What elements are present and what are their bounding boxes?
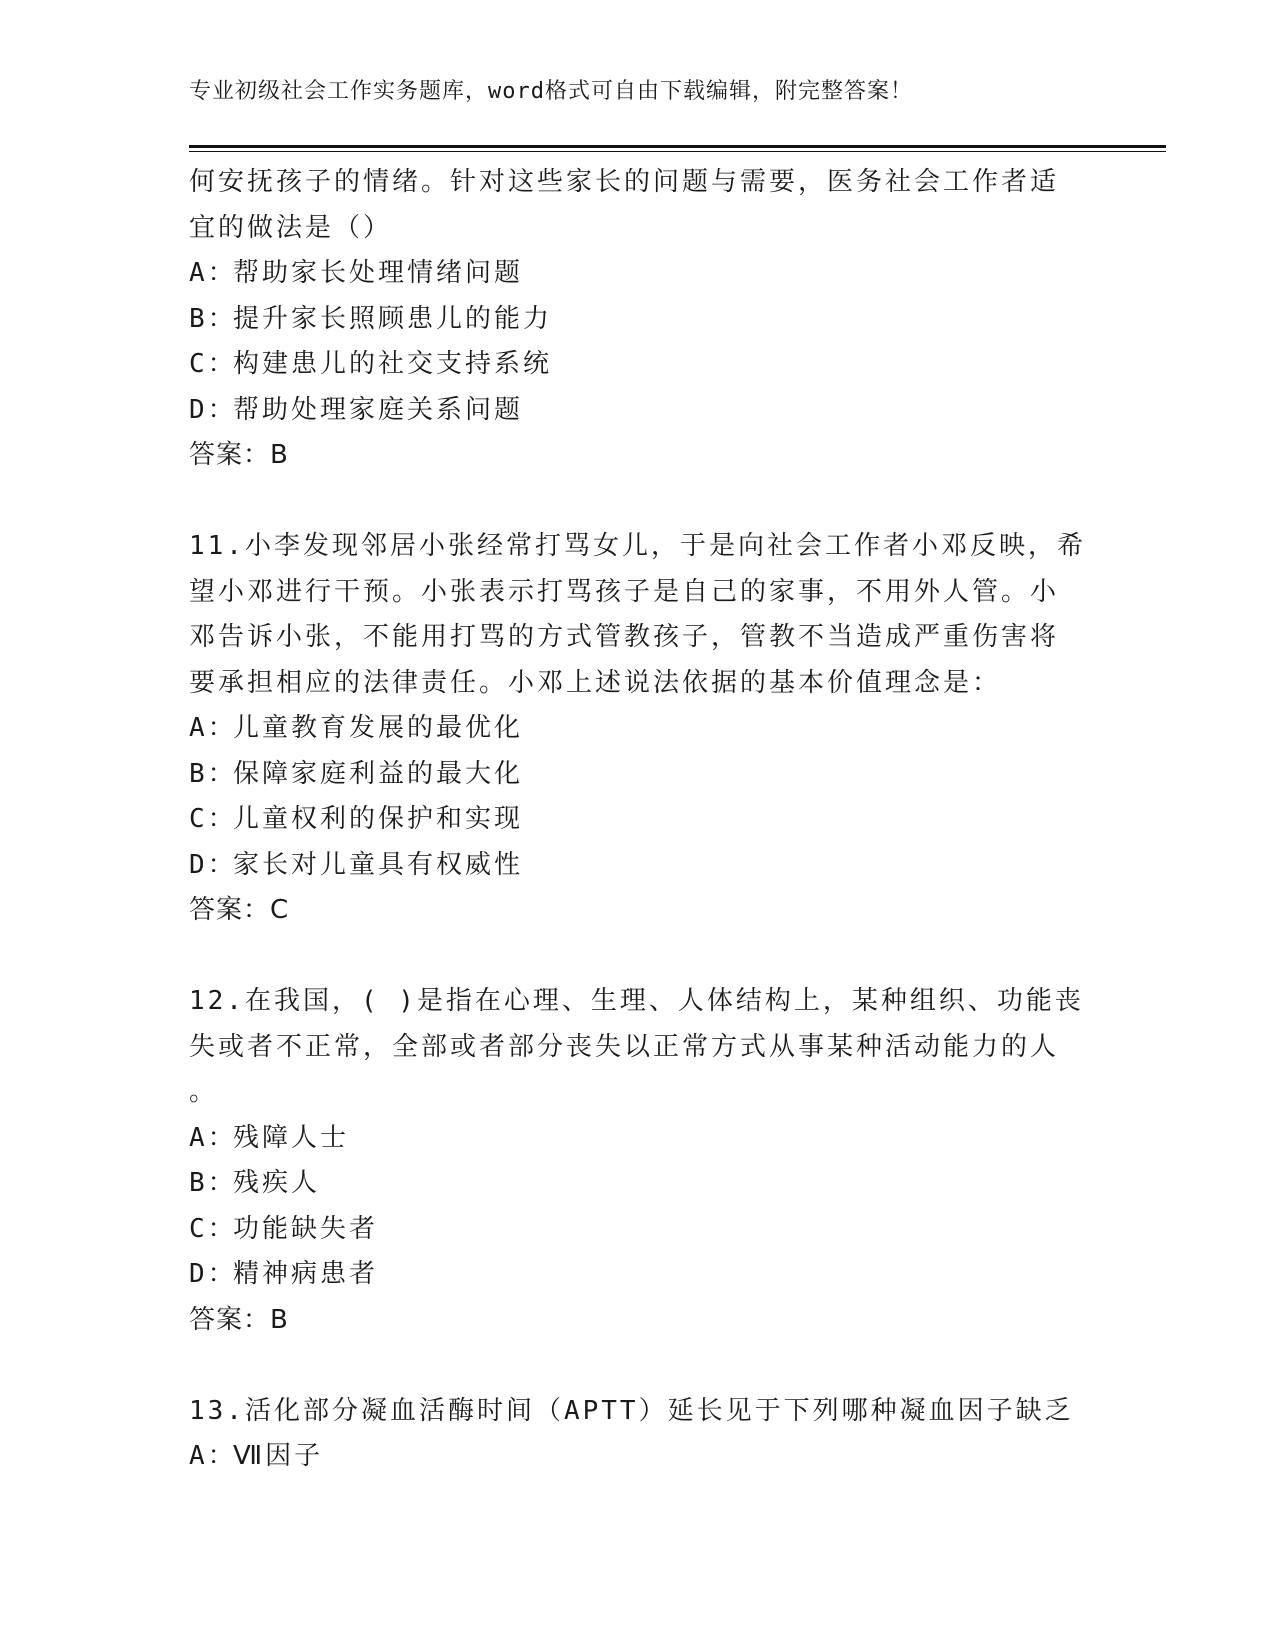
option-text: 儿童权利的保护和实现	[233, 804, 524, 834]
option-a	[189, 1434, 1089, 1480]
question-stem-line: 12.在我国，( )是指在心理、生理、人体结构上，某种组织、功能丧	[189, 986, 1084, 1016]
question-stem-line: 失或者不正常，全部或者部分丧失以正常方式从事某种活动能力的人	[189, 1031, 1060, 1062]
option-label: D：	[189, 1259, 237, 1289]
option-label: A：	[189, 1122, 237, 1153]
spacer	[189, 479, 1089, 525]
question-stem-line: 宜的做法是（）	[189, 212, 393, 243]
option-label: B：	[189, 758, 237, 789]
option-b	[189, 297, 1089, 343]
option-label: C：	[189, 804, 237, 834]
option-a	[189, 706, 1089, 752]
option-text: 残障人士	[233, 1122, 350, 1153]
option-a	[189, 1116, 1089, 1162]
header-rule-thick	[189, 145, 1166, 148]
answer-line: 答案：C	[189, 895, 290, 925]
question-stem-line: 11.小李发现邻居小张经常打骂女儿，于是向社会工作者小邓反映，希	[189, 531, 1086, 561]
option-b	[189, 1161, 1089, 1207]
question-stem-line: 13.活化部分凝血活酶时间（APTT）延长见于下列哪种凝血因子缺乏	[189, 1395, 1074, 1426]
option-c	[189, 342, 1089, 388]
option-b	[189, 752, 1089, 798]
option-d	[189, 1252, 1089, 1298]
option-text: 帮助处理家庭关系问题	[233, 394, 524, 425]
option-text: 家长对儿童具有权威性	[233, 849, 524, 880]
option-label: C：	[189, 1213, 237, 1244]
question-stem-line: 。	[189, 1077, 219, 1107]
option-c	[189, 797, 1089, 843]
option-d	[189, 843, 1089, 889]
option-text: 儿童教育发展的最优化	[233, 713, 524, 743]
option-text: 构建患儿的社交支持系统	[233, 349, 553, 379]
question-content	[189, 160, 1089, 1480]
spacer	[189, 934, 1089, 980]
option-c	[189, 1207, 1089, 1253]
option-label: B：	[189, 1168, 237, 1198]
question-13	[189, 1389, 1089, 1480]
option-text: 保障家庭利益的最大化	[233, 758, 524, 789]
option-label: B：	[189, 303, 237, 334]
option-text: 精神病患者	[233, 1259, 379, 1289]
option-label: D：	[189, 394, 237, 425]
question-12	[189, 979, 1089, 1343]
question-stem-line: 要承担相应的法律责任。小邓上述说法依据的基本价值理念是：	[189, 667, 1002, 698]
option-text: 功能缺失者	[233, 1213, 379, 1244]
question-10	[189, 160, 1089, 479]
option-text: Ⅶ因子	[233, 1441, 324, 1471]
option-label: D：	[189, 849, 237, 880]
option-label: C：	[189, 349, 237, 379]
option-text: 帮助家长处理情绪问题	[233, 258, 524, 288]
answer-line: 答案：B	[189, 440, 289, 470]
option-text: 提升家长照顾患儿的能力	[233, 303, 553, 334]
option-a	[189, 251, 1089, 297]
header-rule-thin	[189, 151, 1166, 152]
option-text: 残疾人	[233, 1168, 321, 1198]
spacer	[189, 1343, 1089, 1389]
question-stem-line: 何安抚孩子的情绪。针对这些家长的问题与需要，医务社会工作者适	[189, 167, 1060, 197]
answer-line: 答案：B	[189, 1304, 289, 1335]
question-stem-line: 邓告诉小张，不能用打骂的方式管教孩子，管教不当造成严重伤害将	[189, 622, 1060, 652]
option-label: A：	[189, 713, 237, 743]
question-stem-line: 望小邓进行干预。小张表示打骂孩子是自己的家事，不用外人管。小	[189, 576, 1060, 607]
option-d	[189, 388, 1089, 434]
option-label: A：	[189, 258, 237, 288]
option-label: A：	[189, 1441, 237, 1471]
question-11	[189, 524, 1089, 934]
page-header-title: 专业初级社会工作实务题库，word格式可自由下载编辑，附完整答案！	[189, 79, 913, 104]
